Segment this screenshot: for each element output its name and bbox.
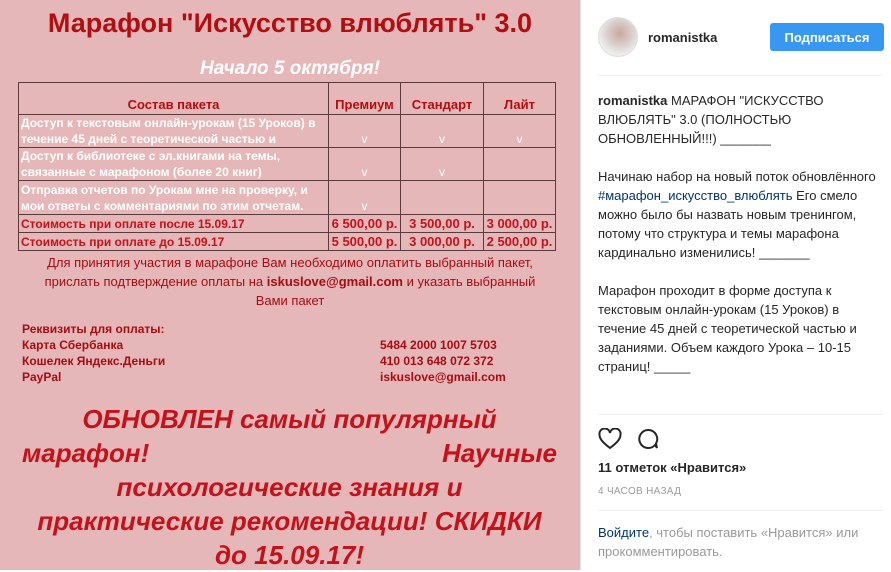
promo-line: практические рекомендации! СКИДКИ xyxy=(37,506,542,536)
requisites-title: Реквизиты для оплаты: xyxy=(22,322,165,336)
likes-count[interactable]: 11 отметок «Нравится» xyxy=(598,460,747,475)
divider xyxy=(598,414,883,415)
payment-info xyxy=(0,253,580,310)
mark-cell: v xyxy=(329,148,401,181)
price-label: Стоимость при оплате до 15.09.17 xyxy=(19,233,329,251)
promo-line: ОБНОВЛЕН самый популярный xyxy=(82,404,497,434)
divider xyxy=(598,510,883,511)
package-table xyxy=(18,82,556,251)
login-link[interactable]: Войдите xyxy=(598,525,650,540)
requisite-value: iskuslove@gmail.com xyxy=(380,370,506,384)
caption-text: МАРАФОН "ИСКУССТВО ВЛЮБЛЯТЬ" 3.0 (ПОЛНОСТЬЮ ОБНОВЛЕННЫЙ!!!) _______ xyxy=(598,93,824,146)
follow-button[interactable]: Подписаться xyxy=(770,23,884,51)
requisite-value: 410 013 648 072 372 xyxy=(380,354,494,368)
info-line: Для принятия участия в марафоне Вам необходимо оплатить выбранный пакет, xyxy=(47,255,533,270)
info-line xyxy=(0,272,580,291)
mark-cell: v xyxy=(401,115,484,148)
price-cell: 2 500,00 р. xyxy=(484,233,556,251)
price-label: Стоимость при оплате после 15.09.17 xyxy=(19,215,329,233)
mark-cell xyxy=(401,181,484,215)
price-cell: 3 000,00 р. xyxy=(484,215,556,233)
requisite-value: 5484 2000 1007 5703 xyxy=(380,338,497,352)
header-cell: Стандарт xyxy=(401,83,484,115)
post-sidebar xyxy=(580,0,891,570)
price-cell: 3 500,00 р. xyxy=(401,215,484,233)
hashtag-link[interactable]: #марафон_искусство_влюблять xyxy=(598,188,793,203)
promo-line: Научные xyxy=(442,438,557,468)
info-text: и указать выбранный xyxy=(403,274,536,289)
header-cell: Премиум xyxy=(329,83,401,115)
feature-cell: Отправка отчетов по Урокам мне на проверку, и мои ответы с комментариями по этим отчетам. xyxy=(19,181,329,215)
caption-text: Его смело можно было бы назвать новым тренингом, потому что структура и темы марафона кардинально изменились! _______ xyxy=(598,188,858,260)
caption-text: Начинаю набор на новый поток обновлённого xyxy=(598,169,876,184)
divider xyxy=(598,75,883,76)
post-time: 4 ЧАСОВ НАЗАД xyxy=(598,486,682,497)
requisites-values xyxy=(380,337,506,385)
price-cell: 3 000,00 р. xyxy=(401,233,484,251)
feature-cell: Доступ к текстовым онлайн-урокам (15 Уроков) в течение 45 дней с теоретической частью и xyxy=(19,115,329,148)
requisite-label: Кошелек Яндекс.Деньги xyxy=(22,354,166,368)
comment-icon[interactable] xyxy=(636,428,660,453)
mark-cell xyxy=(484,181,556,215)
login-text: , чтобы поставить «Нравится» или прокомментировать. xyxy=(598,525,859,559)
mark-cell: v xyxy=(401,148,484,181)
info-line: Вами пакет xyxy=(255,293,325,308)
mark-cell: v xyxy=(329,115,401,148)
image-title: Марафон "Искусство влюблять" 3.0 xyxy=(47,8,533,38)
mark-cell: v xyxy=(329,181,401,215)
username-link[interactable]: romanistka xyxy=(648,30,718,45)
avatar[interactable] xyxy=(598,17,638,57)
caption xyxy=(598,91,878,395)
promo-line: психологические знания и xyxy=(116,472,463,502)
header-cell: Лайт xyxy=(484,83,556,115)
requisite-label: Карта Сбербанка xyxy=(22,338,124,352)
login-prompt xyxy=(598,523,891,561)
promo-text xyxy=(22,402,557,572)
price-cell: 6 500,00 р. xyxy=(329,215,401,233)
heart-icon[interactable] xyxy=(598,428,622,453)
requisite-label: PayPal xyxy=(22,370,62,384)
price-cell: 5 500,00 р. xyxy=(329,233,401,251)
requisites-labels xyxy=(22,321,165,385)
caption-username[interactable]: romanistka xyxy=(598,93,668,108)
mark-cell xyxy=(484,148,556,181)
feature-cell: Доступ к библиотеке с эл.книгами на темы, связанные с марафоном (более 20 книг) xyxy=(19,148,329,181)
image-start-date: Начало 5 октября! xyxy=(200,58,380,79)
mark-cell: v xyxy=(484,115,556,148)
promo-line: до 15.09.17! xyxy=(214,540,365,570)
caption-text: Марафон проходит в форме доступа к текстовым онлайн-урокам (15 Уроков) в течение 45 дней с теоретической частью и заданиями. Объем каждого Урока – 10-15 страниц! _____ xyxy=(598,283,857,374)
header-cell: Состав пакета xyxy=(19,83,329,115)
info-email: iskuslove@gmail.com xyxy=(266,274,403,289)
info-text: прислать подтверждение оплаты на xyxy=(44,274,267,289)
promo-line: марафон! xyxy=(22,438,150,468)
